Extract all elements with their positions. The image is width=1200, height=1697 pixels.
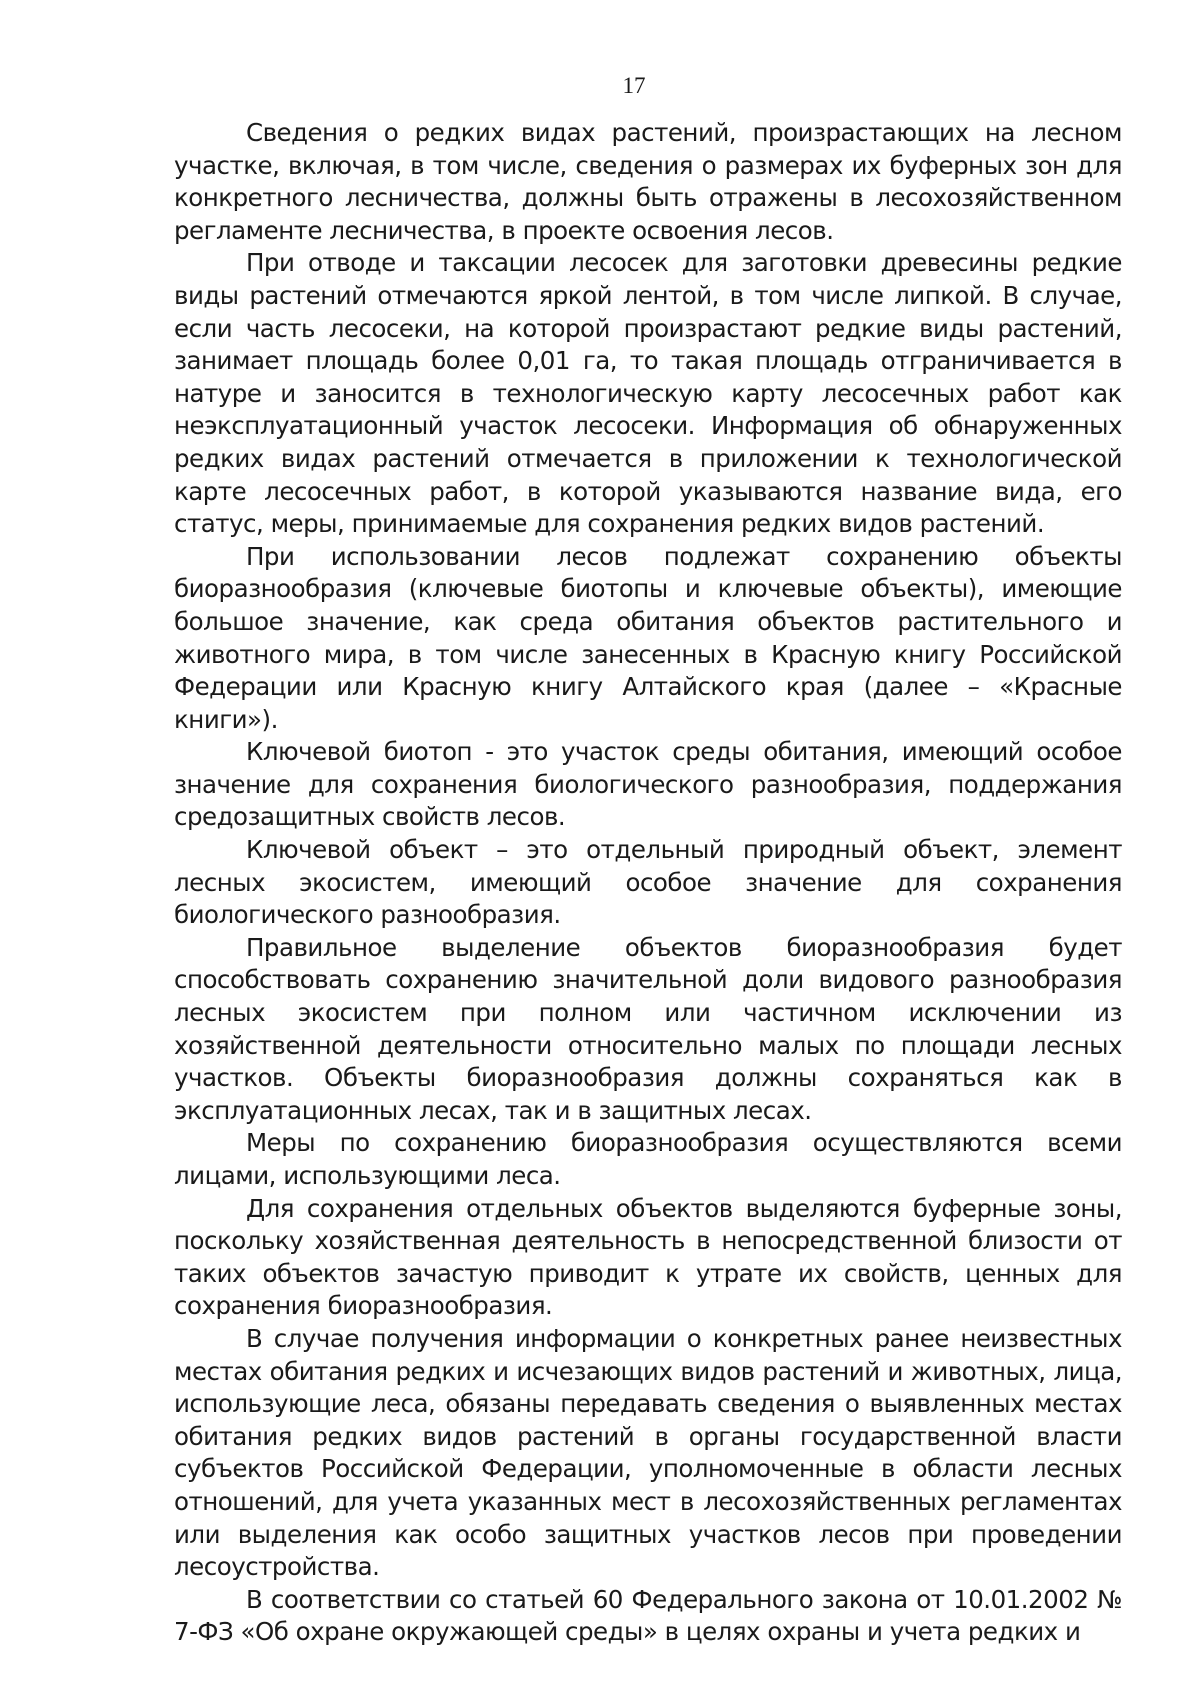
paragraph-key-object: Ключевой объект – это отдельный природный объект, элемент лесных экосистем, имеющий особое значение для сохранения биологического разнообразия. bbox=[174, 835, 1122, 930]
paragraph-rare-plants-info: Сведения о редких видах растений, произрастающих на лесном участке, включая, в том числе, сведения о размерах их буферных зон для конкретного лесничества, должны быть отражены в лесохозяйственном регламенте лесничества, в проекте освоения лесов. bbox=[174, 118, 1122, 245]
page-number: 17 bbox=[622, 73, 646, 98]
paragraph-buffer-zones: Для сохранения отдельных объектов выделяются буферные зоны, поскольку хозяйственная деятельность в непосредственной близости от таких объектов зачастую приводит к утрате их свойств, ценных для сохранения биоразнообразия. bbox=[174, 1193, 1122, 1321]
paragraph-conservation-measures: Меры по сохранению биоразнообразия осуществляются всеми лицами, использующими леса. bbox=[174, 1128, 1122, 1190]
paragraph-federal-law: В соответствии со статьей 60 Федерального закона от 10.01.2002 № 7-ФЗ «Об охране окружающей среды» в целях охраны и учета редких и bbox=[174, 1584, 1122, 1647]
paragraph-cutting-area-marking: При отводе и таксации лесосек для заготовки древесины редкие виды растений отмечаются яркой лентой, в том числе липкой. В случае, если часть лесосеки, на которой произрастают редкие виды растений, занимает площадь более 0,01 га, то такая площадь отграничивается в натуре и заносится в технологическую карту лесосечных работ как неэксплуатационный участок лесосеки. Информация об обнаруженных редких видах растений отмечается в приложении к технологической карте лесосечных работ, в которой указываются название вида, его статус, меры, принимаемые для сохранения редких видов растений. bbox=[174, 248, 1122, 539]
paragraph-habitat-reporting: В случае получения информации о конкретных ранее неизвестных местах обитания редких и исчезающих видов растений и животных, лица, использующие леса, обязаны передавать сведения о выявленных местах обитания редких видов растений в органы государственной власти субъектов Российской Федерации, уполномоченные в области лесных отношений, для учета указанных мест в лесохозяйственных регламентах или выделения как особо защитных участков лесов при проведении лесоустройства. bbox=[174, 1323, 1122, 1582]
paragraph-biodiversity-objects: При использовании лесов подлежат сохранению объекты биоразнообразия (ключевые биотопы и ключевые объекты), имеющие большое значение, как среда обитания объектов растительного и животного мира, в том числе занесенных в Красную книгу Российской Федерации или Красную книгу Алтайского края (далее – «Красные книги»). bbox=[174, 541, 1122, 734]
paragraph-correct-identification: Правильное выделение объектов биоразнообразия будет способствовать сохранению значительной доли видового разнообразия лесных экосистем при полном или частичном исключении из хозяйственной деятельности относительно малых по площади лесных участков. Объекты биоразнообразия должны сохраняться как в эксплуатационных лесах, так и в защитных лесах. bbox=[174, 932, 1122, 1125]
document-body bbox=[174, 117, 1122, 1649]
paragraph-key-biotope: Ключевой биотоп - это участок среды обитания, имеющий особое значение для сохранения биологического разнообразия, поддержания средозащитных свойств лесов. bbox=[174, 737, 1122, 832]
